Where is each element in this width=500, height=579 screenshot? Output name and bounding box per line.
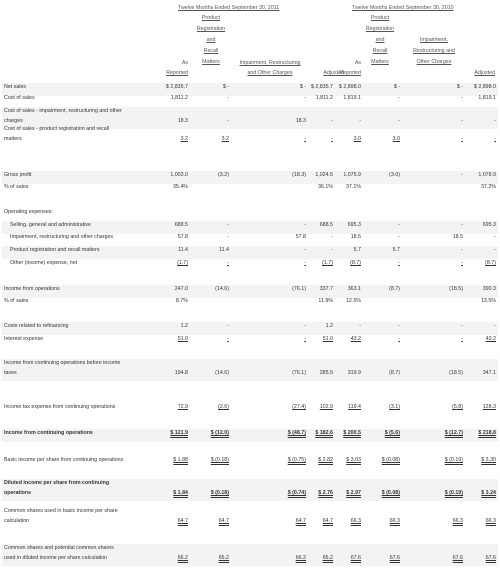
table-cell: 51.0 [322, 336, 333, 342]
table-cell: 8.7% [175, 298, 188, 304]
table-cell: $ 2,835.7 [310, 84, 333, 90]
col-2011-adjusted: Adjusted [323, 70, 344, 76]
row-label: Income tax expense from continuing operations [4, 404, 116, 410]
table-cell: 1,024.5 [315, 172, 333, 178]
table-cell: 11.9% [318, 298, 333, 304]
row-label: charges [4, 118, 23, 124]
table-cell: - [304, 336, 306, 342]
table-cell: 66.3 [452, 518, 463, 524]
table-cell: $ 121.9 [170, 430, 188, 436]
table-cell: 72.9 [177, 404, 188, 410]
col-2010-product-reg-line5: Matters [371, 59, 389, 65]
table-cell: 64.7 [218, 518, 229, 524]
row-label: Cost of sales - impairment, restructuring and other [4, 108, 122, 114]
table-cell: - [331, 136, 333, 142]
table-cell: 67.6 [485, 555, 496, 561]
row-label: Income from operations [4, 286, 60, 292]
table-cell: $ (0.08) [381, 490, 400, 496]
table-cell: $ - [222, 84, 229, 90]
col-2010-as-reported-line2: Reported [339, 70, 361, 76]
table-cell: - [398, 118, 400, 124]
table-cell: 688.5 [174, 222, 188, 228]
table-cell: 18.5 [452, 234, 463, 240]
table-cell: 43.2 [350, 336, 361, 342]
table-cell: - [398, 336, 400, 342]
col-2010-product-reg-line4: Recall [372, 48, 388, 54]
table-cell: - [461, 323, 463, 329]
table-cell: 102.9 [319, 404, 333, 410]
table-cell: 18.5 [350, 234, 361, 240]
table-cell: - [304, 136, 306, 142]
row-label: Net sales [4, 84, 27, 90]
table-cell: (8.7) [350, 260, 361, 266]
table-cell: - [331, 247, 333, 253]
table-cell: 319.9 [347, 370, 361, 376]
row-label: Income from continuing operations [4, 430, 93, 436]
table-cell: 695.3 [347, 222, 361, 228]
table-cell: (5.8) [452, 404, 463, 410]
table-cell: 35.4% [172, 184, 188, 190]
table-cell: - [398, 95, 400, 101]
row-label: Cost of sales [4, 95, 35, 101]
table-cell: - [304, 222, 306, 228]
table-cell: $ (5.6) [384, 430, 400, 436]
col-2011-impairment-line1: Impairment, Restructuring [239, 60, 301, 66]
row-label: Common shares and potential common shares [4, 545, 114, 551]
table-cell: 13.5% [480, 298, 496, 304]
table-cell: (18.5) [449, 370, 463, 376]
table-cell: $ 2,898.0 [473, 84, 496, 90]
table-cell: 5.7 [353, 247, 361, 253]
table-cell: $ (0.18) [210, 457, 229, 463]
table-cell: 1,078.9 [478, 172, 496, 178]
row-label: Costs related to refinancing [4, 323, 69, 329]
row-label: Selling, general and administrative [10, 222, 91, 228]
table-cell: - [304, 95, 306, 101]
table-cell: - [494, 118, 496, 124]
table-cell: 347.1 [482, 370, 496, 376]
row-label: used in diluted income per share calculation [4, 555, 108, 561]
table-cell: 128.3 [482, 404, 496, 410]
table-cell: 51.0 [177, 336, 188, 342]
table-cell: 18.3 [295, 118, 306, 124]
table-cell: 3.0 [353, 136, 361, 142]
table-cell: 66.2 [177, 555, 188, 561]
table-cell: $ - [456, 84, 463, 90]
col-2011-as-reported-line2: Reported [166, 70, 188, 76]
col-2011-product-reg-line5: Matters [202, 59, 220, 65]
row-label: Gross profit [4, 172, 32, 178]
table-cell: - [398, 323, 400, 329]
table-cell: 66.2 [218, 555, 229, 561]
table-cell: 363.1 [347, 286, 361, 292]
table-cell: (2.6) [218, 404, 229, 410]
table-cell: - [461, 260, 463, 266]
table-cell: 57.8 [177, 234, 188, 240]
table-cell: (76.1) [292, 370, 306, 376]
table-cell: 1,003.0 [170, 172, 188, 178]
table-cell: 247.0 [174, 286, 188, 292]
col-2011-as-reported-line1: As [181, 60, 188, 66]
row-label: Impairment, restructuring and other charges [10, 234, 114, 240]
table-cell: $ (12.0) [210, 430, 229, 436]
table-cell: 57.8 [295, 234, 306, 240]
table-cell: $ 2.97 [346, 490, 361, 496]
table-cell: (3.0) [389, 172, 400, 178]
table-cell: 285.5 [319, 370, 333, 376]
table-cell: (3.2) [218, 172, 229, 178]
table-cell: $ 2,835.7 [165, 84, 188, 90]
table-cell: $ 2.82 [318, 457, 333, 463]
table-cell: - [227, 336, 229, 342]
table-cell: (76.1) [292, 286, 306, 292]
table-cell: 67.6 [350, 555, 361, 561]
table-cell: (1.7) [177, 260, 188, 266]
row-label: Cost of sales - product registration and recall [4, 126, 110, 132]
table-cell: $ (0.74) [287, 490, 306, 496]
table-cell: 18.3 [177, 118, 188, 124]
row-label: Other (income) expense, net [10, 260, 78, 266]
period-2010-header: Twelve Months Ended September 30, 2010 [352, 5, 454, 11]
table-cell: 3.2 [180, 136, 188, 142]
col-2010-adjusted: Adjusted [474, 70, 495, 76]
table-cell: 3.2 [221, 136, 229, 142]
table-cell: $ (0.18) [210, 490, 229, 496]
table-cell: $ (12.7) [444, 430, 463, 436]
col-2010-impairment-line1: Impairment, [420, 37, 448, 43]
table-cell: 11.4 [178, 247, 188, 253]
col-2010-as-reported-line1: As [354, 60, 361, 66]
table-cell: $ 2,898.0 [338, 84, 361, 90]
table-cell: $ (0.75) [287, 457, 306, 463]
table-cell: - [461, 222, 463, 228]
table-cell: 66.3 [350, 518, 361, 524]
row-label: Operating expenses: [4, 209, 53, 215]
table-cell: 66.3 [485, 518, 496, 524]
table-cell: $ - [299, 84, 306, 90]
col-2011-product-reg-line3: and [206, 37, 216, 43]
table-cell: (3.1) [389, 404, 400, 410]
table-cell: 67.6 [389, 555, 400, 561]
table-cell: (8.7) [389, 286, 400, 292]
col-2011-impairment-line2: and Other Charges [247, 70, 293, 76]
table-cell: $ - [393, 84, 400, 90]
col-2010-product-reg-line2: Registration [365, 26, 395, 32]
table-cell: 119.4 [348, 404, 361, 410]
table-cell: 695.3 [482, 222, 496, 228]
table-cell: 43.2 [485, 336, 496, 342]
table-cell: - [398, 260, 400, 266]
col-2011-product-reg-line2: Registration [196, 26, 226, 32]
table-cell: $ 3.24 [481, 490, 496, 496]
row-label: % of sales [4, 298, 29, 304]
table-cell: - [398, 234, 400, 240]
table-cell: (8.7) [485, 260, 496, 266]
table-cell: 194.8 [174, 370, 188, 376]
table-cell: - [331, 118, 333, 124]
table-cell: 1,819.1 [478, 95, 496, 101]
table-cell: (18.3) [292, 172, 306, 178]
table-cell: $ 1.88 [173, 457, 188, 463]
table-cell: 1,075.9 [343, 172, 361, 178]
col-2010-product-reg-line1: Product [370, 15, 390, 21]
col-2011-product-reg-line4: Recall [203, 48, 219, 54]
table-cell: - [461, 136, 463, 142]
table-cell: - [227, 118, 229, 124]
table-cell: - [494, 136, 496, 142]
col-2010-impairment-line3: Other Charges [416, 59, 452, 65]
row-label: Diluted income per share from continuing [4, 480, 110, 486]
table-cell: $ (48.7) [287, 430, 306, 436]
table-cell: 64.7 [295, 518, 306, 524]
table-cell: 1,819.1 [343, 95, 361, 101]
table-cell: - [304, 260, 306, 266]
table-cell: (14.6) [215, 286, 229, 292]
row-label: Common shares used in basic income per share [4, 508, 118, 514]
table-cell: 37.1% [345, 184, 361, 190]
table-cell: - [227, 95, 229, 101]
col-2010-impairment-line2: Restructuring and [413, 48, 455, 54]
table-cell: - [331, 234, 333, 240]
table-cell: $ (0.19) [444, 490, 463, 496]
table-cell: $ 3.30 [481, 457, 496, 463]
table-cell: $ (0.19) [444, 457, 463, 463]
table-cell: (1.7) [322, 260, 333, 266]
table-cell: - [227, 260, 229, 266]
table-cell: $ 218.8 [478, 430, 496, 436]
table-cell: 5.7 [392, 247, 400, 253]
row-label: operations [4, 490, 32, 496]
table-cell: 66.2 [322, 555, 333, 561]
table-cell: - [359, 118, 361, 124]
table-cell: - [227, 234, 229, 240]
table-cell: - [398, 222, 400, 228]
table-cell: - [461, 247, 463, 253]
col-2010-product-reg-line3: and [375, 37, 385, 43]
col-2011-product-reg-line1: Product [201, 15, 221, 21]
table-cell: - [304, 247, 306, 253]
table-cell: 12.5% [345, 298, 361, 304]
table-cell: 688.5 [319, 222, 333, 228]
table-cell: $ (0.08) [381, 457, 400, 463]
table-cell: 1,811.2 [315, 95, 333, 101]
table-cell: 390.3 [482, 286, 496, 292]
table-cell: - [494, 234, 496, 240]
row-label: Basic income per share from continuing operations [4, 457, 124, 463]
row-label: Interest expense [4, 336, 44, 342]
table-cell: $ 2.76 [318, 490, 333, 496]
row-label: % of sales [4, 184, 29, 190]
table-cell: $ 182.6 [315, 430, 333, 436]
table-cell: 1.2 [180, 323, 188, 329]
table-cell: - [227, 323, 229, 329]
table-cell: - [461, 336, 463, 342]
table-cell: 66.3 [389, 518, 400, 524]
table-cell: (18.5) [449, 286, 463, 292]
table-cell: 67.6 [452, 555, 463, 561]
table-cell: (27.4) [292, 404, 306, 410]
table-cell: 1,811.2 [170, 95, 188, 101]
table-cell: $ 200.5 [343, 430, 361, 436]
table-cell: 1.2 [325, 323, 333, 329]
table-cell: 66.2 [295, 555, 306, 561]
table-cell: - [494, 323, 496, 329]
row-label: Product registration and recall matters [10, 247, 100, 253]
table-cell: 11.4 [219, 247, 229, 253]
table-cell: - [494, 247, 496, 253]
table-cell: 3.0 [392, 136, 400, 142]
row-label: calculation [4, 518, 30, 524]
table-cell: - [359, 323, 361, 329]
table-cell: 36.1% [317, 184, 333, 190]
table-cell: $ 1.84 [173, 490, 188, 496]
row-label: Income from continuing operations before income [4, 360, 121, 366]
table-cell: (8.7) [389, 370, 400, 376]
table-cell: 64.7 [177, 518, 188, 524]
table-cell: 64.7 [322, 518, 333, 524]
table-cell: 337.7 [319, 286, 333, 292]
table-cell: - [461, 172, 463, 178]
table-cell: 37.2% [480, 184, 496, 190]
period-2011-header: Twelve Months Ended September 30, 2011 [178, 5, 280, 11]
table-cell: $ 3.03 [346, 457, 361, 463]
table-cell: - [304, 323, 306, 329]
table-cell: (14.6) [215, 370, 229, 376]
table-cell: - [461, 118, 463, 124]
row-label: matters [4, 136, 22, 142]
table-cell: - [461, 95, 463, 101]
table-cell: - [227, 222, 229, 228]
row-label: taxes [4, 370, 17, 376]
